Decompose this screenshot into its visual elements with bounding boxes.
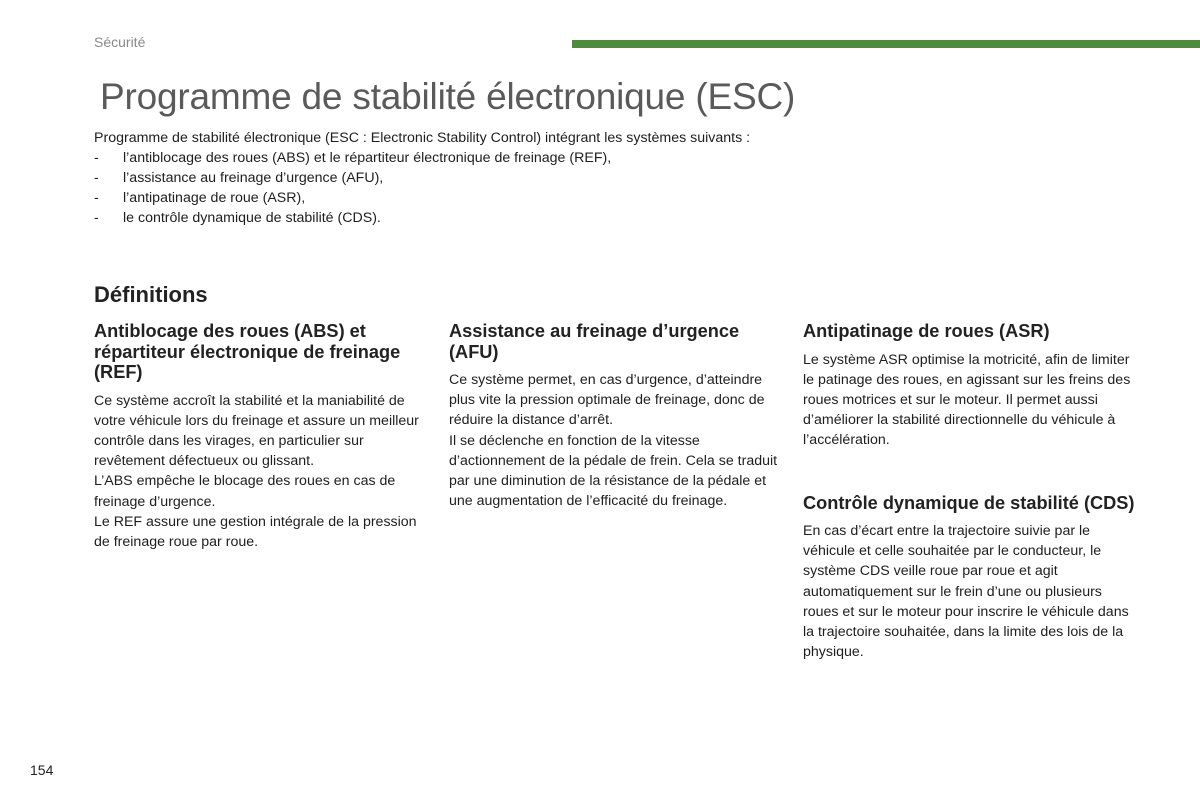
list-item [94, 168, 854, 188]
definition-afu-paragraph-2: Il se déclenche en fonction de la vitesse d’actionnement de la pédale de frein. Cela se traduit par une diminution de la résistance de la pédale et une augmentation de l’efficacité du freinage. [449, 432, 778, 510]
definition-afu-title: Assistance au freinage d’urgence (AFU) [449, 321, 740, 362]
definition-abs [94, 321, 429, 552]
definition-afu [449, 321, 784, 511]
bullet-dash: - [94, 150, 99, 166]
section-accent-bar [572, 40, 1200, 48]
list-item-text: l’antiblocage des roues (ABS) et le répartiteur électronique de freinage (REF), [123, 150, 612, 166]
definition-cds [803, 493, 1138, 663]
definition-cds-paragraph-1: En cas d’écart entre la trajectoire suivie par le véhicule et celle souhaitée par le conducteur, le système CDS veille roue par roue et agit automatiquement sur le frein d’une ou plusieurs roues et sur le moteur pour inscrire le véhicule dans la trajectoire souhaitée, dans la limite des lois de la physique. [803, 523, 1129, 661]
list-item-text: le contrôle dynamique de stabilité (CDS). [123, 210, 381, 226]
definition-column-3 [803, 321, 1138, 662]
list-item-text: l’assistance au freinage d’urgence (AFU), [123, 170, 384, 186]
intro-block [94, 128, 854, 228]
definition-abs-paragraph-2: L’ABS empêche le blocage des roues en cas de freinage d’urgence. [94, 473, 396, 510]
list-item [94, 208, 854, 228]
definition-abs-title: Antiblocage des roues (ABS) et répartiteur électronique de freinage (REF) [94, 321, 401, 382]
intro-lead: Programme de stabilité électronique (ESC : Electronic Stability Control) intégrant les systèmes suivants : [94, 130, 751, 146]
list-item-text: l’antipatinage de roue (ASR), [123, 190, 306, 206]
definition-abs-paragraph-1: Ce système accroît la stabilité et la maniabilité de votre véhicule lors du freinage et assure un meilleur contrôle dans les virages, en particulier sur revêtement défectueux ou glissant. [94, 392, 419, 470]
list-item [94, 148, 854, 168]
intro-list [94, 148, 854, 228]
bullet-dash: - [94, 170, 99, 186]
definition-abs-paragraph-3: Le REF assure une gestion intégrale de la pression de freinage roue par roue. [94, 513, 417, 550]
section-label: Sécurité [94, 34, 146, 50]
definition-asr-title: Antipatinage de roues (ASR) [803, 321, 1050, 341]
bullet-dash: - [94, 210, 99, 226]
definitions-heading: Définitions [94, 282, 208, 307]
definition-asr-paragraph-1: Le système ASR optimise la motricité, afin de limiter le patinage des roues, en agissant sur les freins des roues motrices et sur le moteur. Il permet aussi d’améliorer la stabilité directionnelle du véhicule à l’accélération. [803, 351, 1131, 449]
bullet-dash: - [94, 190, 99, 206]
definition-cds-title: Contrôle dynamique de stabilité (CDS) [803, 492, 1135, 513]
definition-afu-paragraph-1: Ce système permet, en cas d’urgence, d’atteindre plus vite la pression optimale de freinage, donc de réduire la distance d’arrêt. [449, 372, 765, 429]
definition-asr [803, 321, 1138, 451]
page-title: Programme de stabilité électronique (ESC) [100, 76, 796, 117]
page-number: 154 [30, 762, 54, 778]
list-item [94, 188, 854, 208]
